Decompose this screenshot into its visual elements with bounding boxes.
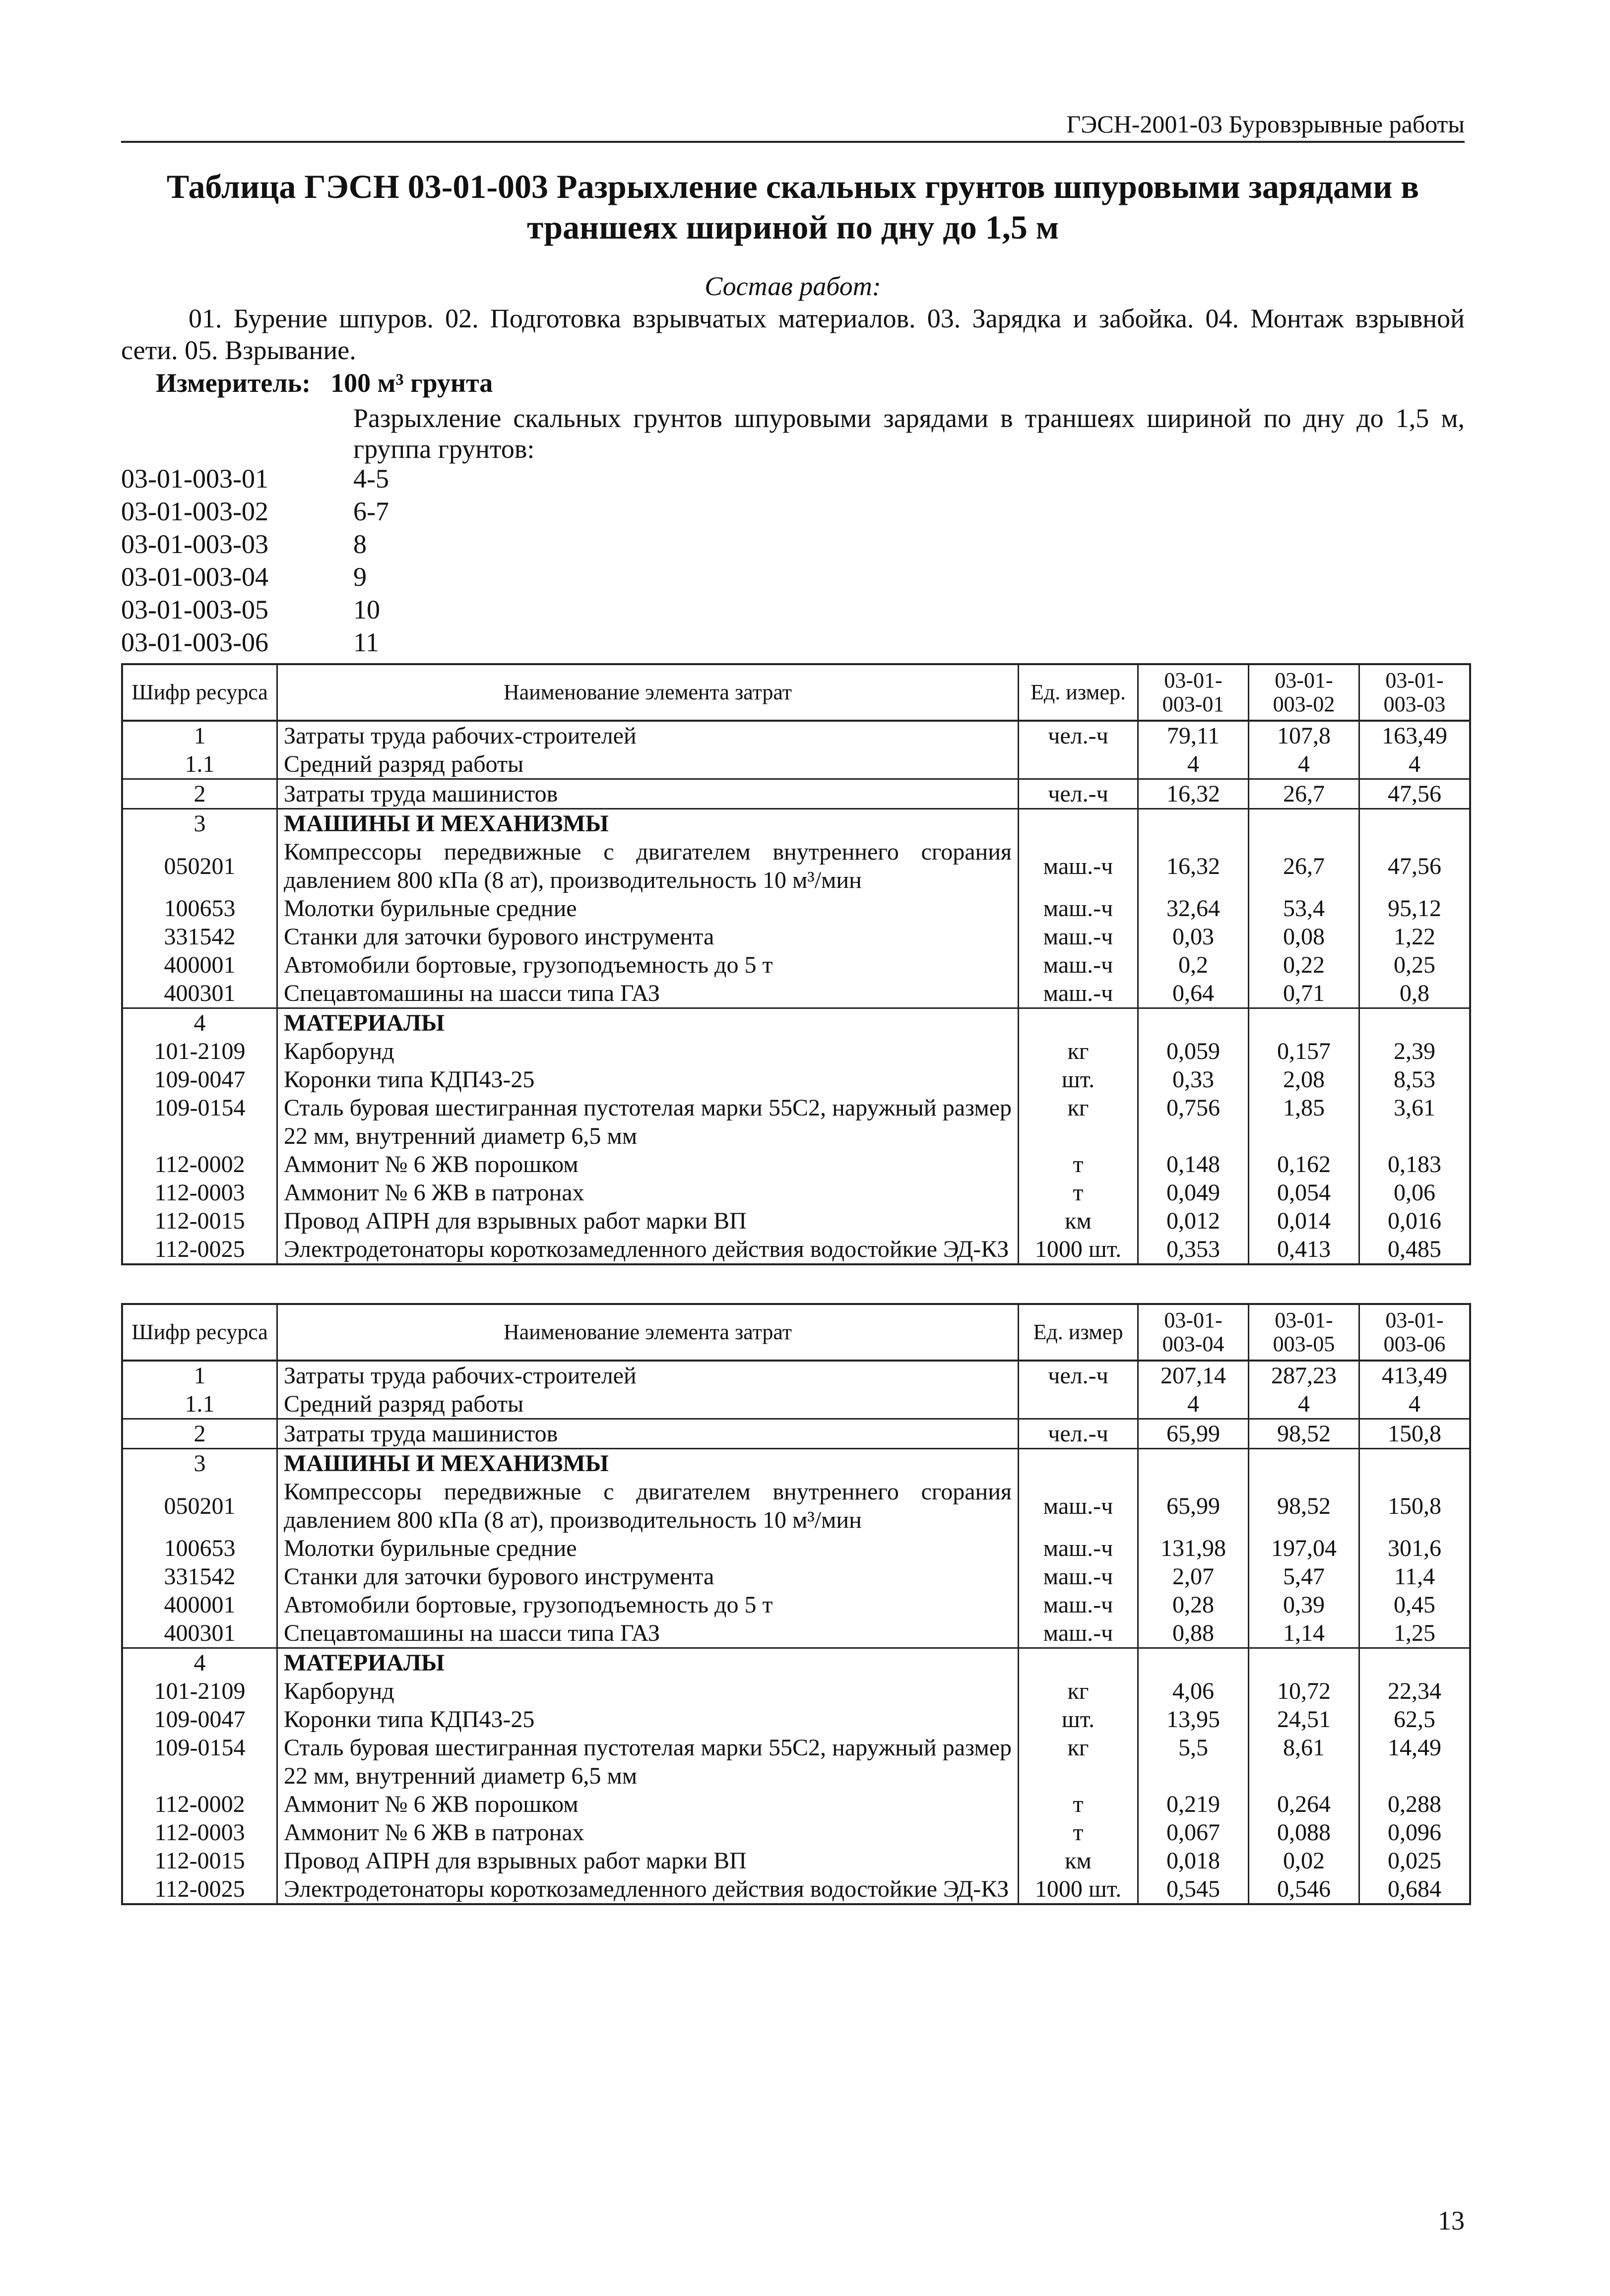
resource-name-cell: Станки для заточки бурового инструмента xyxy=(277,923,1019,951)
unit-cell: маш.-ч xyxy=(1019,838,1138,894)
variant-group: 4-5 xyxy=(353,464,389,494)
resource-code-cell: 112-0025 xyxy=(122,1875,277,1904)
col-header-variant: 03-01-003-02 xyxy=(1249,664,1359,721)
resource-name-cell: Затраты труда рабочих-строителей xyxy=(277,721,1019,750)
value-cell: 0,012 xyxy=(1138,1207,1249,1235)
value-cell: 5,47 xyxy=(1249,1562,1359,1591)
title-line-1: Таблица ГЭСН 03-01-003 Разрыхление скальных грунтов шпуровыми зарядами в xyxy=(166,168,1419,205)
resource-code-cell: 400301 xyxy=(122,979,277,1008)
value-cell: 4 xyxy=(1249,1390,1359,1419)
resource-name-cell: Электродетонаторы короткозамедленного действия водостойкие ЭД-КЗ xyxy=(277,1235,1019,1264)
table-row xyxy=(122,1235,1470,1264)
unit-cell: маш.-ч xyxy=(1019,894,1138,923)
value-cell: 47,56 xyxy=(1359,779,1471,809)
meter-value: 100 м³ грунта xyxy=(330,368,493,398)
value-cell: 65,99 xyxy=(1138,1478,1249,1534)
value-cell: 0,413 xyxy=(1249,1235,1359,1264)
section-row xyxy=(122,809,1470,838)
value-cell: 0,183 xyxy=(1359,1150,1471,1179)
resource-code-cell: 112-0015 xyxy=(122,1847,277,1875)
resource-code-cell: 1 xyxy=(122,1361,277,1390)
section-row xyxy=(122,1449,1470,1478)
unit-cell: км xyxy=(1019,1847,1138,1875)
value-cell: 0,049 xyxy=(1138,1179,1249,1207)
value-cell: 4 xyxy=(1138,1390,1249,1419)
value-cell: 0,28 xyxy=(1138,1591,1249,1619)
unit-cell: шт. xyxy=(1019,1705,1138,1734)
section-row xyxy=(122,1648,1470,1677)
value-cell: 0,2 xyxy=(1138,951,1249,979)
resource-code-cell: 112-0015 xyxy=(122,1207,277,1235)
resource-name-cell: Аммонит № 6 ЖВ порошком xyxy=(277,1150,1019,1179)
unit-cell: чел.-ч xyxy=(1019,1361,1138,1390)
resource-code-cell: 1.1 xyxy=(122,750,277,779)
table-row xyxy=(122,1790,1470,1818)
col-header-variant: 03-01-003-04 xyxy=(1138,1304,1249,1361)
value-cell: 197,04 xyxy=(1249,1534,1359,1562)
composition-heading: Состав работ: xyxy=(705,271,881,301)
value-cell: 1,22 xyxy=(1359,923,1471,951)
value-cell: 1,85 xyxy=(1249,1094,1359,1150)
unit-cell: маш.-ч xyxy=(1019,979,1138,1008)
value-cell: 16,32 xyxy=(1138,779,1249,809)
variant-row xyxy=(121,495,389,528)
table-row xyxy=(122,721,1470,750)
value-cell xyxy=(1138,1008,1249,1038)
resource-name-cell: Коронки типа КДП43-25 xyxy=(277,1705,1019,1734)
variant-row xyxy=(121,626,389,659)
value-cell: 0,054 xyxy=(1249,1179,1359,1207)
unit-cell: чел.-ч xyxy=(1019,779,1138,809)
value-cell: 0,545 xyxy=(1138,1875,1249,1904)
value-cell: 301,6 xyxy=(1359,1534,1471,1562)
value-cell: 0,88 xyxy=(1138,1619,1249,1648)
resource-code-cell: 1.1 xyxy=(122,1390,277,1419)
value-cell: 207,14 xyxy=(1138,1361,1249,1390)
table-row xyxy=(122,1179,1470,1207)
variant-group: 11 xyxy=(353,627,379,657)
value-cell: 0,059 xyxy=(1138,1037,1249,1065)
value-cell: 0,088 xyxy=(1249,1818,1359,1847)
value-cell xyxy=(1359,1449,1471,1478)
resource-code-cell: 112-0002 xyxy=(122,1790,277,1818)
resource-name-cell: Аммонит № 6 ЖВ в патронах xyxy=(277,1179,1019,1207)
value-cell: 47,56 xyxy=(1359,838,1471,894)
table-row xyxy=(122,1875,1470,1904)
unit-cell xyxy=(1019,1449,1138,1478)
col-header-variant: 03-01-003-03 xyxy=(1359,664,1471,721)
value-cell: 0,096 xyxy=(1359,1818,1471,1847)
meter xyxy=(156,367,493,399)
resource-name-cell: Аммонит № 6 ЖВ порошком xyxy=(277,1790,1019,1818)
table-row xyxy=(122,1562,1470,1591)
unit-cell: маш.-ч xyxy=(1019,923,1138,951)
resource-name-cell: Электродетонаторы короткозамедленного действия водостойкие ЭД-КЗ xyxy=(277,1875,1019,1904)
unit-cell xyxy=(1019,1648,1138,1677)
value-cell: 0,016 xyxy=(1359,1207,1471,1235)
resource-name-cell: Компрессоры передвижные с двигателем внутреннего сгорания давлением 800 кПа (8 ат), производительность 10 м³/мин xyxy=(277,1478,1019,1534)
section-row xyxy=(122,1008,1470,1038)
resource-name-cell: Карборунд xyxy=(277,1037,1019,1065)
resource-code-cell: 2 xyxy=(122,779,277,809)
value-cell: 150,8 xyxy=(1359,1478,1471,1534)
table-row xyxy=(122,779,1470,809)
title-line-2: траншеях шириной по дну до 1,5 м xyxy=(526,208,1059,246)
resource-code-cell: 100653 xyxy=(122,1534,277,1562)
value-cell: 98,52 xyxy=(1249,1478,1359,1534)
resource-name-cell: Компрессоры передвижные с двигателем внутреннего сгорания давлением 800 кПа (8 ат), производительность 10 м³/мин xyxy=(277,838,1019,894)
value-cell: 16,32 xyxy=(1138,838,1249,894)
value-cell: 14,49 xyxy=(1359,1734,1471,1790)
unit-cell: маш.-ч xyxy=(1019,1562,1138,1591)
table-header-row xyxy=(122,1304,1470,1361)
value-cell: 0,546 xyxy=(1249,1875,1359,1904)
value-cell: 150,8 xyxy=(1359,1419,1471,1449)
unit-cell: т xyxy=(1019,1790,1138,1818)
value-cell: 98,52 xyxy=(1249,1419,1359,1449)
value-cell xyxy=(1359,809,1471,838)
value-cell: 0,162 xyxy=(1249,1150,1359,1179)
table-row xyxy=(122,1705,1470,1734)
unit-cell: чел.-ч xyxy=(1019,721,1138,750)
value-cell: 0,353 xyxy=(1138,1235,1249,1264)
table-row xyxy=(122,979,1470,1008)
value-cell: 0,02 xyxy=(1249,1847,1359,1875)
col-header-code: Шифр ресурса xyxy=(122,1304,277,1361)
value-cell xyxy=(1138,1449,1249,1478)
resource-name-cell: Провод АПРН для взрывных работ марки ВП xyxy=(277,1207,1019,1235)
variant-row xyxy=(121,528,389,560)
value-cell: 0,018 xyxy=(1138,1847,1249,1875)
value-cell: 24,51 xyxy=(1249,1705,1359,1734)
resource-table-2 xyxy=(121,1303,1471,1905)
unit-cell xyxy=(1019,1008,1138,1038)
unit-cell: т xyxy=(1019,1150,1138,1179)
table-row xyxy=(122,1150,1470,1179)
value-cell: 65,99 xyxy=(1138,1419,1249,1449)
value-cell: 0,64 xyxy=(1138,979,1249,1008)
value-cell: 4 xyxy=(1359,1390,1471,1419)
value-cell: 0,148 xyxy=(1138,1150,1249,1179)
value-cell: 8,61 xyxy=(1249,1734,1359,1790)
value-cell: 5,5 xyxy=(1138,1734,1249,1790)
scope-text: Разрыхление скальных грунтов шпуровыми зарядами в траншеях шириной по дну до 1,5 м, группа грунтов: xyxy=(353,403,1465,464)
resource-code-cell: 3 xyxy=(122,809,277,838)
resource-code-cell: 400001 xyxy=(122,951,277,979)
value-cell: 0,025 xyxy=(1359,1847,1471,1875)
resource-name-cell: Средний разряд работы xyxy=(277,750,1019,779)
unit-cell xyxy=(1019,1390,1138,1419)
resource-name-cell: Карборунд xyxy=(277,1677,1019,1705)
value-cell: 22,34 xyxy=(1359,1677,1471,1705)
table-row xyxy=(122,1037,1470,1065)
unit-cell: кг xyxy=(1019,1734,1138,1790)
resource-name-cell: МАТЕРИАЛЫ xyxy=(277,1648,1019,1677)
value-cell xyxy=(1138,809,1249,838)
table-row xyxy=(122,1361,1470,1390)
col-header-variant: 03-01-003-06 xyxy=(1359,1304,1471,1361)
value-cell: 287,23 xyxy=(1249,1361,1359,1390)
resource-code-cell: 4 xyxy=(122,1008,277,1038)
value-cell: 163,49 xyxy=(1359,721,1471,750)
table-row xyxy=(122,894,1470,923)
value-cell: 107,8 xyxy=(1249,721,1359,750)
col-header-name: Наименование элемента затрат xyxy=(277,664,1019,721)
value-cell: 2,07 xyxy=(1138,1562,1249,1591)
resource-name-cell: Сталь буровая шестигранная пустотелая марки 55С2, наружный размер 22 мм, внутренний диаметр 6,5 мм xyxy=(277,1734,1019,1790)
col-header-name: Наименование элемента затрат xyxy=(277,1304,1019,1361)
value-cell xyxy=(1138,1648,1249,1677)
variant-code: 03-01-003-01 xyxy=(121,464,268,494)
value-cell: 0,067 xyxy=(1138,1818,1249,1847)
unit-cell: 1000 шт. xyxy=(1019,1875,1138,1904)
variant-group: 8 xyxy=(353,529,367,559)
table-row xyxy=(122,750,1470,779)
resource-code-cell: 400001 xyxy=(122,1591,277,1619)
resource-name-cell: Сталь буровая шестигранная пустотелая марки 55С2, наружный размер 22 мм, внутренний диаметр 6,5 мм xyxy=(277,1094,1019,1150)
resource-name-cell: Спецавтомашины на шасси типа ГАЗ xyxy=(277,1619,1019,1648)
value-cell: 0,264 xyxy=(1249,1790,1359,1818)
page-title xyxy=(121,166,1465,248)
unit-cell: т xyxy=(1019,1179,1138,1207)
value-cell: 26,7 xyxy=(1249,779,1359,809)
resource-code-cell: 112-0025 xyxy=(122,1235,277,1264)
table-row xyxy=(122,1534,1470,1562)
resource-code-cell: 112-0003 xyxy=(122,1179,277,1207)
table-row xyxy=(122,1390,1470,1419)
value-cell: 0,22 xyxy=(1249,951,1359,979)
value-cell: 62,5 xyxy=(1359,1705,1471,1734)
table-row xyxy=(122,1677,1470,1705)
value-cell: 0,71 xyxy=(1249,979,1359,1008)
col-header-unit: Ед. измер xyxy=(1019,1304,1138,1361)
unit-cell: кг xyxy=(1019,1094,1138,1150)
value-cell: 53,4 xyxy=(1249,894,1359,923)
variant-group: 6-7 xyxy=(353,496,389,526)
value-cell: 4 xyxy=(1249,750,1359,779)
unit-cell: маш.-ч xyxy=(1019,1591,1138,1619)
resource-name-cell: Затраты труда машинистов xyxy=(277,779,1019,809)
value-cell: 4 xyxy=(1138,750,1249,779)
resource-code-cell: 331542 xyxy=(122,923,277,951)
table-row xyxy=(122,1734,1470,1790)
unit-cell: чел.-ч xyxy=(1019,1419,1138,1449)
table-row xyxy=(122,838,1470,894)
unit-cell xyxy=(1019,809,1138,838)
variant-code: 03-01-003-06 xyxy=(121,627,268,657)
resource-name-cell: Молотки бурильные средние xyxy=(277,1534,1019,1562)
resource-name-cell: МАШИНЫ И МЕХАНИЗМЫ xyxy=(277,809,1019,838)
resource-name-cell: МАТЕРИАЛЫ xyxy=(277,1008,1019,1038)
value-cell: 32,64 xyxy=(1138,894,1249,923)
resource-name-cell: Коронки типа КДП43-25 xyxy=(277,1065,1019,1094)
table-row xyxy=(122,1478,1470,1534)
resource-name-cell: Спецавтомашины на шасси типа ГАЗ xyxy=(277,979,1019,1008)
variant-code: 03-01-003-05 xyxy=(121,595,268,624)
value-cell: 13,95 xyxy=(1138,1705,1249,1734)
resource-code-cell: 109-0047 xyxy=(122,1065,277,1094)
unit-cell: кг xyxy=(1019,1677,1138,1705)
value-cell: 0,288 xyxy=(1359,1790,1471,1818)
value-cell: 131,98 xyxy=(1138,1534,1249,1562)
value-cell: 0,8 xyxy=(1359,979,1471,1008)
table-header-row xyxy=(122,664,1470,721)
value-cell: 4,06 xyxy=(1138,1677,1249,1705)
resource-code-cell: 101-2109 xyxy=(122,1037,277,1065)
value-cell: 413,49 xyxy=(1359,1361,1471,1390)
value-cell xyxy=(1249,1648,1359,1677)
resource-code-cell: 3 xyxy=(122,1449,277,1478)
value-cell: 0,45 xyxy=(1359,1591,1471,1619)
value-cell: 0,39 xyxy=(1249,1591,1359,1619)
resource-code-cell: 109-0154 xyxy=(122,1734,277,1790)
unit-cell xyxy=(1019,750,1138,779)
variant-list xyxy=(121,462,389,659)
value-cell: 2,08 xyxy=(1249,1065,1359,1094)
resource-code-cell: 109-0154 xyxy=(122,1094,277,1150)
resource-name-cell: Затраты труда рабочих-строителей xyxy=(277,1361,1019,1390)
resource-name-cell: Средний разряд работы xyxy=(277,1390,1019,1419)
value-cell xyxy=(1249,809,1359,838)
value-cell xyxy=(1249,1008,1359,1038)
variant-row xyxy=(121,462,389,495)
resource-code-cell: 400301 xyxy=(122,1619,277,1648)
unit-cell: маш.-ч xyxy=(1019,951,1138,979)
value-cell: 0,25 xyxy=(1359,951,1471,979)
value-cell xyxy=(1249,1449,1359,1478)
value-cell: 0,33 xyxy=(1138,1065,1249,1094)
variant-row xyxy=(121,593,389,626)
resource-code-cell: 1 xyxy=(122,721,277,750)
unit-cell: маш.-ч xyxy=(1019,1478,1138,1534)
table-row xyxy=(122,1207,1470,1235)
value-cell: 0,06 xyxy=(1359,1179,1471,1207)
value-cell: 0,03 xyxy=(1138,923,1249,951)
resource-code-cell: 112-0003 xyxy=(122,1818,277,1847)
resource-name-cell: Станки для заточки бурового инструмента xyxy=(277,1562,1019,1591)
col-header-unit: Ед. измер. xyxy=(1019,664,1138,721)
resource-name-cell: МАШИНЫ И МЕХАНИЗМЫ xyxy=(277,1449,1019,1478)
variant-group: 10 xyxy=(353,595,380,624)
value-cell: 0,485 xyxy=(1359,1235,1471,1264)
variant-code: 03-01-003-02 xyxy=(121,496,268,526)
value-cell: 0,756 xyxy=(1138,1094,1249,1150)
variant-row xyxy=(121,560,389,593)
value-cell: 95,12 xyxy=(1359,894,1471,923)
resource-code-cell: 2 xyxy=(122,1419,277,1449)
unit-cell: маш.-ч xyxy=(1019,1534,1138,1562)
resource-code-cell: 050201 xyxy=(122,838,277,894)
value-cell xyxy=(1359,1648,1471,1677)
value-cell: 10,72 xyxy=(1249,1677,1359,1705)
value-cell: 0,08 xyxy=(1249,923,1359,951)
col-header-variant: 03-01-003-05 xyxy=(1249,1304,1359,1361)
value-cell: 1,25 xyxy=(1359,1619,1471,1648)
table-row xyxy=(122,1619,1470,1648)
value-cell: 4 xyxy=(1359,750,1471,779)
resource-table-1 xyxy=(121,663,1471,1265)
resource-name-cell: Автомобили бортовые, грузоподъемность до 5 т xyxy=(277,951,1019,979)
table-row xyxy=(122,1419,1470,1449)
unit-cell: т xyxy=(1019,1818,1138,1847)
value-cell: 0,157 xyxy=(1249,1037,1359,1065)
value-cell: 1,14 xyxy=(1249,1619,1359,1648)
table-row xyxy=(122,1818,1470,1847)
value-cell: 8,53 xyxy=(1359,1065,1471,1094)
col-header-code: Шифр ресурса xyxy=(122,664,277,721)
resource-name-cell: Затраты труда машинистов xyxy=(277,1419,1019,1449)
value-cell: 0,219 xyxy=(1138,1790,1249,1818)
composition-text: 01. Бурение шпуров. 02. Подготовка взрывчатых материалов. 03. Зарядка и забойка. 04. Монтаж взрывной сети. 05. Взрывание. xyxy=(121,304,1465,365)
table-row xyxy=(122,1065,1470,1094)
resource-code-cell: 331542 xyxy=(122,1562,277,1591)
running-header: ГЭСН-2001-03 Буровзрывные работы xyxy=(121,109,1465,143)
value-cell xyxy=(1359,1008,1471,1038)
resource-code-cell: 100653 xyxy=(122,894,277,923)
resource-name-cell: Молотки бурильные средние xyxy=(277,894,1019,923)
value-cell: 26,7 xyxy=(1249,838,1359,894)
resource-name-cell: Провод АПРН для взрывных работ марки ВП xyxy=(277,1847,1019,1875)
resource-name-cell: Аммонит № 6 ЖВ в патронах xyxy=(277,1818,1019,1847)
table-row xyxy=(122,1591,1470,1619)
variant-code: 03-01-003-04 xyxy=(121,562,268,592)
unit-cell: км xyxy=(1019,1207,1138,1235)
table-row xyxy=(122,1847,1470,1875)
variant-group: 9 xyxy=(353,562,367,592)
resource-code-cell: 4 xyxy=(122,1648,277,1677)
value-cell: 2,39 xyxy=(1359,1037,1471,1065)
resource-code-cell: 112-0002 xyxy=(122,1150,277,1179)
resource-code-cell: 101-2109 xyxy=(122,1677,277,1705)
meter-label: Измеритель: xyxy=(156,368,311,398)
resource-code-cell: 109-0047 xyxy=(122,1705,277,1734)
resource-name-cell: Автомобили бортовые, грузоподъемность до 5 т xyxy=(277,1591,1019,1619)
value-cell: 79,11 xyxy=(1138,721,1249,750)
value-cell: 11,4 xyxy=(1359,1562,1471,1591)
table-row xyxy=(122,951,1470,979)
unit-cell: шт. xyxy=(1019,1065,1138,1094)
page-number: 13 xyxy=(1438,2206,1465,2235)
value-cell: 0,684 xyxy=(1359,1875,1471,1904)
unit-cell: кг xyxy=(1019,1037,1138,1065)
variant-code: 03-01-003-03 xyxy=(121,529,268,559)
resource-code-cell: 050201 xyxy=(122,1478,277,1534)
unit-cell: 1000 шт. xyxy=(1019,1235,1138,1264)
value-cell: 0,014 xyxy=(1249,1207,1359,1235)
col-header-variant: 03-01-003-01 xyxy=(1138,664,1249,721)
unit-cell: маш.-ч xyxy=(1019,1619,1138,1648)
value-cell: 3,61 xyxy=(1359,1094,1471,1150)
table-row xyxy=(122,923,1470,951)
table-row xyxy=(122,1094,1470,1150)
